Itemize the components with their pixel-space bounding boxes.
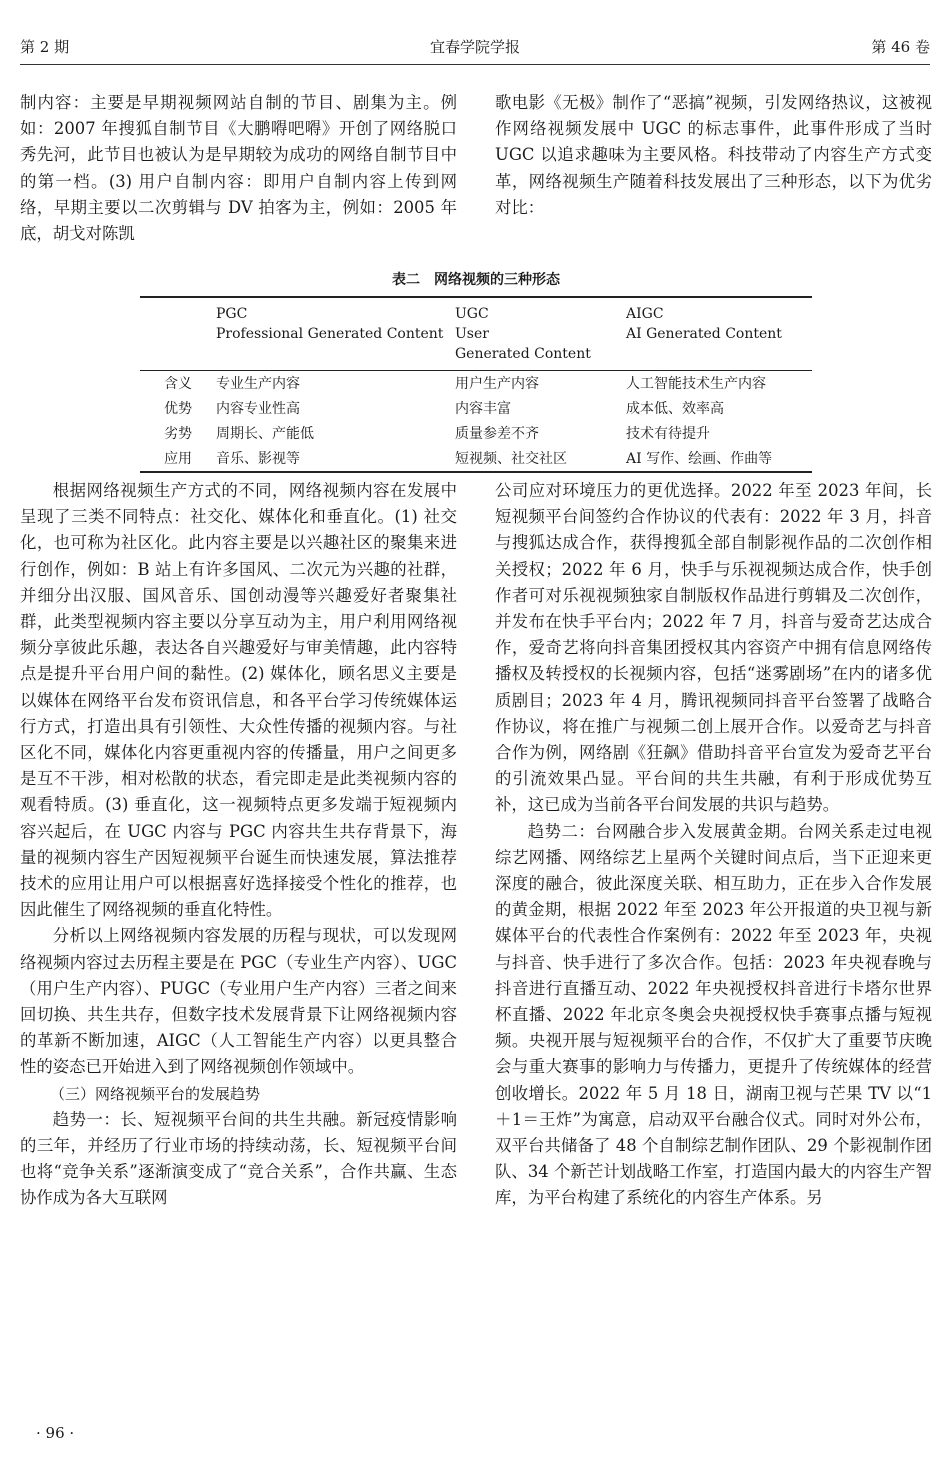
- paragraph: 根据网络视频生产方式的不同，网络视频内容在发展中呈现了三类不同特点：社交化、媒体化和垂直化。(1) 社交化，也可称为社区化。此内容主要是以兴趣社区的聚集来进行创作，例如：B 站上有许多国风、二次元为兴趣的社群，并细分出汉服、国风音乐、国创动漫等兴趣爱好者聚集社群，此类型视频内容主要以分享互动为主，用户利用网络视频分享彼此乐趣，表达各自兴趣爱好与审美情趣，此内容特点是提升平台用户间的黏性。(2) 媒体化，顾名思义主要是以媒体在网络平台发布资讯信息，和各平台学习传统媒体运行方式，打造出具有引领性、大众性传播的视频内容。与社区化不同，媒体化内容更重视内容的传播量，用户之间更多是互不干涉，相对松散的状态，看完即走是此类视频内容的观看特质。(3) 垂直化，这一视频特点更多发端于短视频内容兴起后，在 UGC 内容与 PGC 内容共生共存背景下，海量的视频内容生产因短视频平台诞生而快速发展，算法推荐技术的应用让用户可以根据喜好选择接受个性化的推荐，也因此催生了网络视频的垂直化特性。: [20, 481, 457, 920]
- page-number: · 96 ·: [36, 1424, 75, 1442]
- paragraph: 歌电影《无极》制作了“恶搞”视频，引发网络热议，这被视作网络视频发展中 UGC 的标志事件，此事件形成了当时 UGC 以追求趣味为主要风格。科技带动了内容生产方式变革，网络视频生产随着科技发展出了三种形态，以下为优劣对比：: [495, 93, 932, 217]
- top-right-column: [495, 90, 932, 221]
- journal-title: 宜春学院学报: [429, 38, 520, 56]
- volume-number: 第 46 卷: [871, 38, 930, 56]
- comparison-table: [140, 296, 812, 473]
- top-left-column: [20, 90, 457, 247]
- issue-number: 第 2 期: [20, 38, 70, 56]
- paragraph: 趋势一：长、短视频平台间的共生共融。新冠疫情影响的三年，并经历了行业市场的持续动荡，长、短视频平台间也将“竞争关系”逐渐演变成了“竞合关系”，合作共赢、生态协作成为各大互联网: [20, 1109, 457, 1208]
- cell-ugc: 短视频、社交社区: [455, 451, 567, 467]
- header-abbr: PGC: [216, 306, 248, 322]
- cell-ugc: 内容丰富: [455, 401, 511, 417]
- cell-pgc: 内容专业性高: [216, 401, 300, 417]
- paragraph: 制内容：主要是早期视频网站自制的节目、剧集为主。例如：2007 年搜狐自制节目《大鹏嘚吧嘚》开创了网络脱口秀先河，此节目也被认为是早期较为成功的网络自制节目中的第一档。(3) 用户自制内容：即用户自制内容上传到网络，早期主要以二次剪辑与 DV 拍客为主，例如：2005 年底，胡戈对陈凯: [20, 93, 457, 244]
- paragraph: 分析以上网络视频内容发展的历程与现状，可以发现网络视频内容过去历程主要是在 PGC（专业生产内容）、UGC（用户生产内容）、PUGC（专业用户生产内容）三者之间来回切换、共生共存，但数字技术发展背景下让网络视频内容的革新不断加速，AIGC（人工智能生产内容）以更具整合性的姿态已开始进入到了网络视频创作领域中。: [20, 926, 457, 1077]
- header-empty-cell: [140, 297, 216, 371]
- table-row: [140, 396, 812, 421]
- cell-aigc: AI 写作、绘画、作曲等: [626, 451, 773, 467]
- header-abbr: UGC: [455, 306, 489, 322]
- cell-pgc: 音乐、影视等: [216, 451, 300, 467]
- cell-ugc: 质量参差不齐: [455, 426, 539, 442]
- table-row: [140, 446, 812, 472]
- cell-aigc: 人工智能技术生产内容: [626, 376, 766, 392]
- header-abbr: AIGC: [626, 306, 664, 322]
- header-ugc: [455, 297, 626, 371]
- header-full: Professional Generated Content: [216, 326, 444, 342]
- header-full: User: [455, 326, 489, 342]
- section-heading: （三）网络视频平台的发展趋势: [50, 1084, 261, 1103]
- forms-table: [140, 270, 812, 473]
- paragraph: 公司应对环境压力的更优选择。2022 年至 2023 年间，长短视频平台间签约合作协议的代表有：2022 年 3 月，抖音与搜狐达成合作，获得搜狐全部自制影视作品的二次创作相关授权；2022 年 6 月，快手与乐视视频达成合作，快手创作者可对乐视视频独家自制版权作品进行剪辑及二次创作，并发布在快手平台内；2022 年 7 月，抖音与爱奇艺达成合作，爱奇艺将向抖音集团授权其内容资产中拥有信息网络传播权及转授权的长视频内容，包括“迷雾剧场”在内的诸多优质剧目；2023 年 4 月，腾讯视频同抖音平台签署了战略合作协议，将在推广与视频二创上展开合作。以爱奇艺与抖音合作为例，网络剧《狂飙》借助抖音平台宣发为爱奇艺平台的引流效果凸显。平台间的共生共融，有利于形成优势互补，这已成为当前各平台间发展的共识与趋势。: [495, 481, 932, 815]
- table-row: [140, 421, 812, 446]
- running-header: [20, 36, 930, 62]
- row-label: 含义: [164, 376, 192, 392]
- cell-pgc: 专业生产内容: [216, 376, 300, 392]
- cell-pgc: 周期长、产能低: [216, 426, 314, 442]
- header-full: AI Generated Content: [626, 326, 782, 342]
- header-full-line2: Generated Content: [455, 346, 591, 362]
- header-aigc: [626, 297, 812, 371]
- table-row: [140, 371, 812, 397]
- cell-aigc: 技术有待提升: [626, 426, 710, 442]
- row-label: 应用: [164, 451, 192, 467]
- row-label: 优势: [164, 401, 192, 417]
- table-title: 表二 网络视频的三种形态: [392, 272, 560, 288]
- header-pgc: [216, 297, 455, 371]
- row-label: 劣势: [164, 426, 192, 442]
- cell-aigc: 成本低、效率高: [626, 401, 724, 417]
- header-rule: [20, 64, 930, 65]
- bottom-right-column: [495, 478, 932, 1212]
- cell-ugc: 用户生产内容: [455, 376, 539, 392]
- paragraph: 趋势二：台网融合步入发展黄金期。台网关系走过电视综艺网播、网络综艺上星两个关键时间点后，当下正迎来更深度的融合，彼此深度关联、相互助力，正在步入合作发展的黄金期，根据 2022 年至 2023 年公开报道的央卫视与新媒体平台的代表性合作案例有：2022 年至 2023 年，央视与抖音、快手进行了多次合作。包括：2023 年央视春晚与抖音进行直播互动、2022 年央视授权抖音进行卡塔尔世界杯直播、2022 年北京冬奥会央视授权快手赛事点播与短视频。央视开展与短视频平台的合作，不仅扩大了重要节庆晚会与重大赛事的影响力与传播力，更提升了传统媒体的经营创收增长。2022 年 5 月 18 日，湖南卫视与芒果 TV 以“1＋1＝王炸”为寓意，启动双平台融合仪式。同时对外公布，双平台共储备了 48 个自制综艺制作团队、29 个影视制作团队、34 个新芒计划战略工作室，打造国内最大的内容生产智库，为平台构建了系统化的内容生产体系。另: [495, 821, 932, 1208]
- table-header-row: [140, 297, 812, 371]
- bottom-left-column: [20, 478, 457, 1212]
